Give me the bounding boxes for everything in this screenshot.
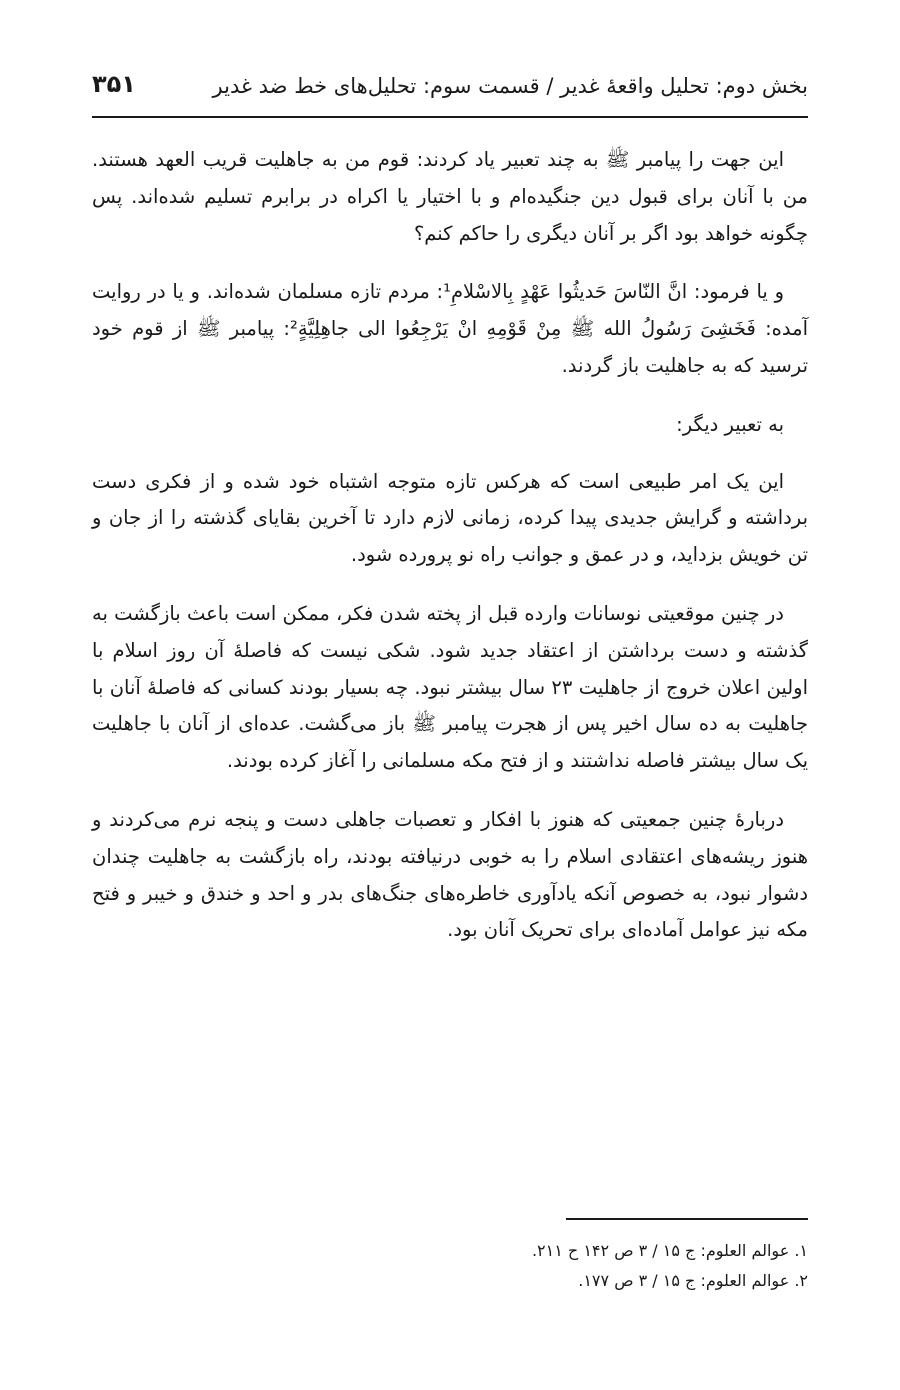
paragraph-2: و یا فرمود: انَّ النّاسَ حَدیثُوا عَهْدٍ بِالاسْلامِ¹: مردم تازه مسلمان شده‌اند. و یا در روایت آمده: فَخَشِیَ رَسُولُ الله ﷺ مِنْ قَوْمِهِ انْ یَرْجِعُوا الی جاهِلِیَّةٍ²: پیامبر ﷺ از قوم خود ترسید که به جاهلیت باز گردند.	[92, 280, 809, 377]
book-page	[92, 0, 808, 1390]
paragraph-3: به تعبیر دیگر:	[676, 412, 784, 436]
paragraph-5: در چنین موقعیتی نوسانات وارده قبل از پخته شدن فکر، ممکن است باعث بازگشت به گذشته و دست برداشتن از اعتقاد جدید شود. شکی نیست که فاصلهٔ آن روز اسلام با اولین اعلان خروج از جاهلیت ۲۳ سال بیشتر نبود. چه بسیار بودند کسانی که فاصلهٔ آنان با جاهلیت به ده سال اخیر پس از هجرت پیامبر ﷺ باز می‌گشت. عده‌ای از آنان با جاهلیت یک سال بیشتر فاصله نداشتند و از فتح مکه مسلمانی را آغاز کرده بودند.	[92, 601, 808, 773]
footnotes	[92, 1236, 808, 1296]
page-number: ۳۵۱	[92, 70, 136, 98]
footnote-divider	[566, 1218, 808, 1220]
paragraph-1: این جهت را پیامبر ﷺ به چند تعبیر یاد کردند: قوم من به جاهلیت قریب العهد هستند. من با آنان برای قبول دین جنگیده‌ام و با اختیار یا اکراه در برابرم تسلیم شده‌اند. پس چگونه خواهد بود اگر بر آنان دیگری را حاکم کنم؟	[92, 148, 808, 245]
footnote-2: ۲. عوالم العلوم: ج ۱۵ / ۳ ص ۱۷۷.	[578, 1271, 808, 1290]
paragraph-6: دربارهٔ چنین جمعیتی که هنوز با افکار و تعصبات جاهلی دست و پنجه نرم می‌کردند و هنوز ریشه‌های اعتقادی اسلام را به خوبی درنیافته بودند، راه بازگشت به جاهلیت چندان دشوار نبود، به خصوص آنکه یادآوری خاطره‌های جنگ‌های بدر و احد و خندق و خیبر و فتح مکه نیز عوامل آماده‌ای برای تحریک آنان بود.	[92, 807, 808, 942]
footnote-1: ۱. عوالم العلوم: ج ۱۵ / ۳ ص ۱۴۲ ح ۲۱۱.	[531, 1241, 808, 1260]
running-header	[92, 66, 808, 118]
header-title: بخش دوم: تحلیل واقعهٔ غدیر / قسمت سوم: تحلیل‌های خط ضد غدیر	[212, 74, 808, 98]
body-text	[92, 142, 808, 971]
paragraph-4: این یک امر طبیعی است که هرکس تازه متوجه اشتباه خود شده و از فکری دست برداشته و گرایش جدیدی پیدا کرده، زمانی لازم دارد تا آخرین بقایای گذشته را از جان و تن خویش بزداید، و در عمق و جوانب راه نو پرورده شود.	[92, 469, 808, 567]
